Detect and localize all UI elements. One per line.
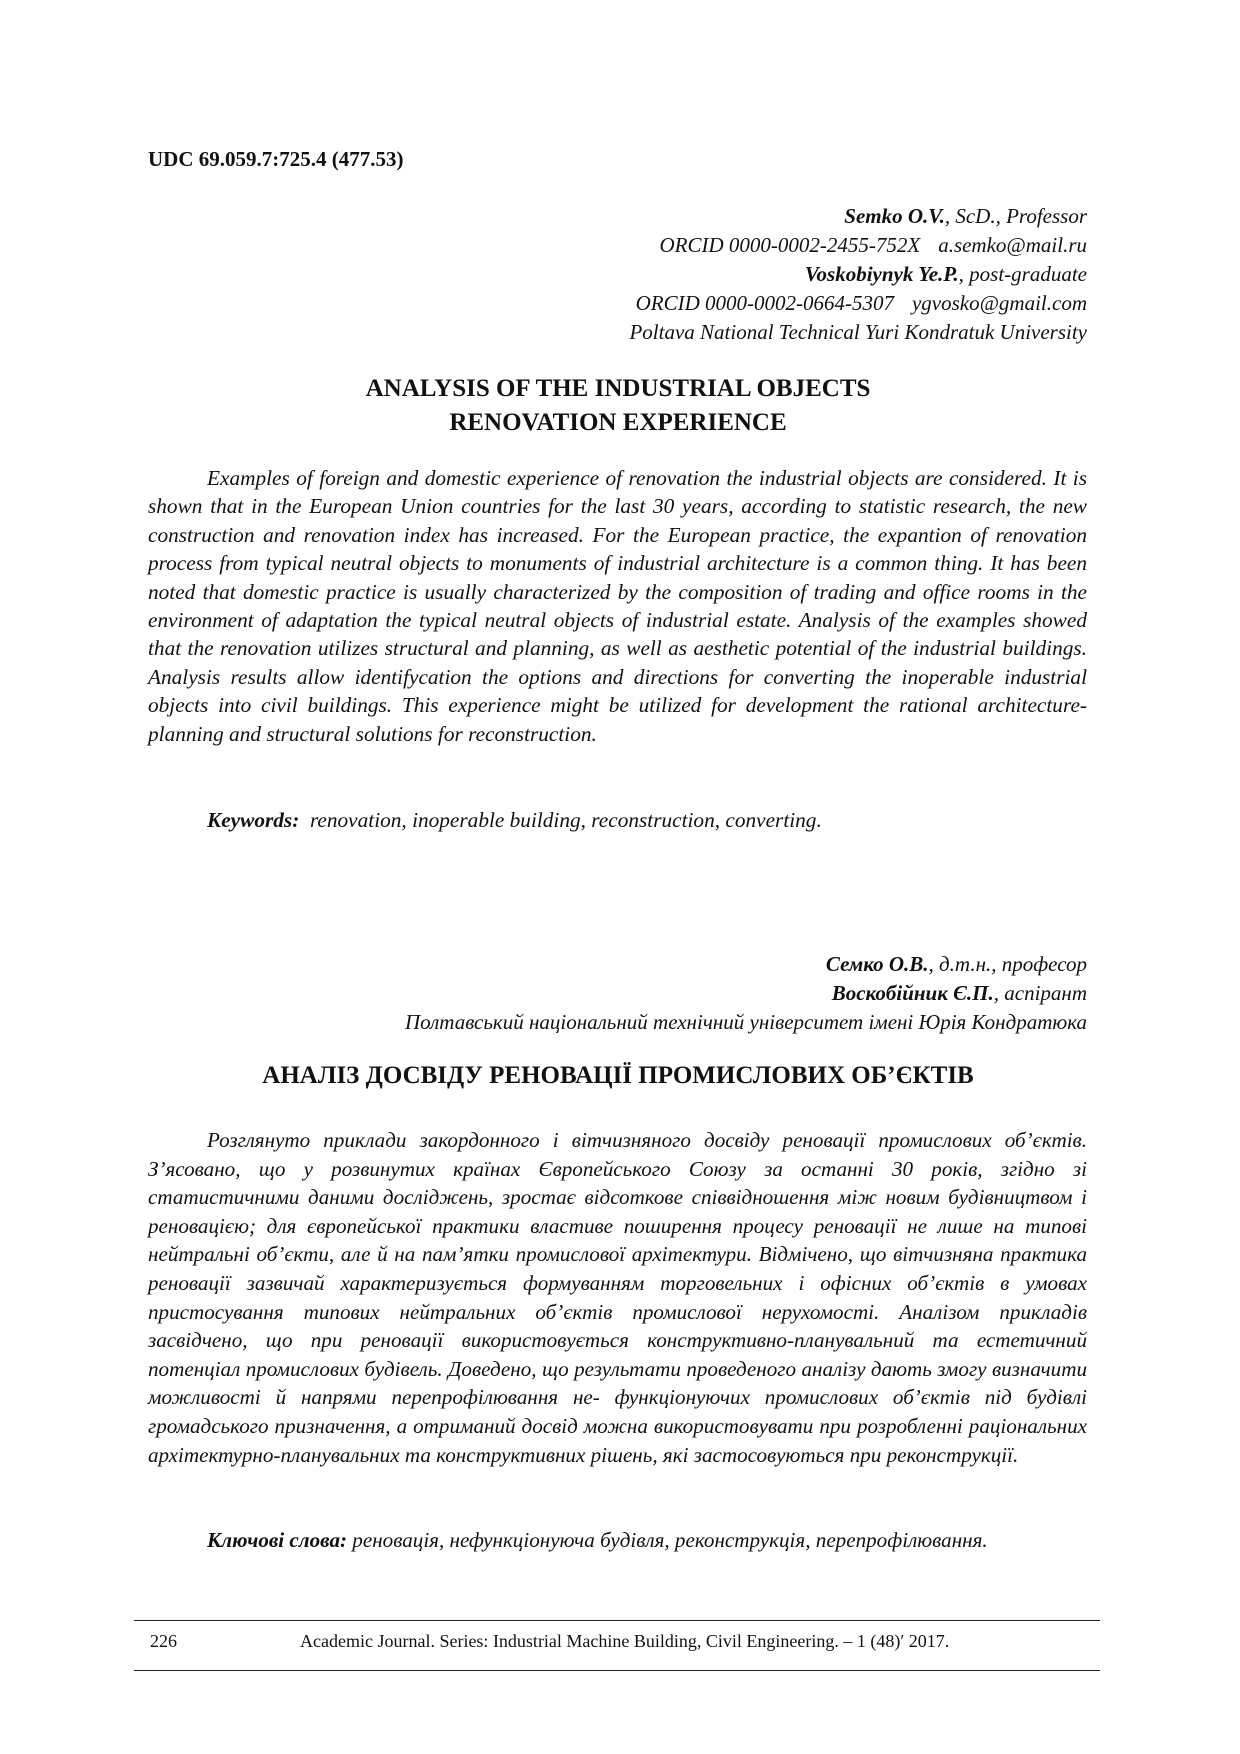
author-name: Семко О.В.: [825, 952, 929, 976]
abstract-en: Examples of foreign and domestic experience of renovation the industrial objects are considered. It is shown that in the European Union countries for the last 30 years, according to statistic research, the new construction and renovation index has increased. For the European practice, the expantion of renovation process from typical neutral objects to monuments of industrial architecture is a common thing. It has been noted that domestic practice is usually characterized by the composition of trading and office rooms in the environment of adaptation the typical neutral objects of industrial estate. Analysis of the examples showed that the renovation utilizes structural and planning, as well as aesthetic potential of the industrial buildings. Analysis results allow identifycation the options and directions for converting the inoperable industrial objects into civil buildings. This experience might be utilized for development the rational architecture-planning and structural solutions for reconstruction.: [148, 466, 1087, 746]
email: a.semko@mail.ru: [938, 233, 1087, 257]
authors-block-ua: [405, 950, 1087, 1037]
author-title: , аспірант: [993, 981, 1087, 1005]
keywords-label: Ключові слова:: [207, 1528, 348, 1552]
email: ygvosko@gmail.com: [911, 291, 1087, 315]
author-name: Semko O.V.: [844, 204, 945, 228]
article-title-ua: АНАЛІЗ ДОСВІДУ РЕНОВАЦІЇ ПРОМИСЛОВИХ ОБ’ЄКТІВ: [262, 1062, 974, 1089]
author-line-2: [629, 260, 1087, 289]
author-line-1: [629, 202, 1087, 231]
article-title-en: [148, 372, 1088, 440]
page-number: 226: [150, 1631, 177, 1651]
udc-code: UDC 69.059.7:725.4 (477.53): [148, 147, 404, 171]
author-title: , д.т.н., професор: [928, 952, 1087, 976]
footer-divider-top: [134, 1620, 1100, 1621]
author-line-2-ua: [405, 979, 1087, 1008]
author-orcid-line-1: [629, 231, 1087, 260]
title-line-2: RENOVATION EXPERIENCE: [449, 409, 787, 436]
author-name: Voskobiynyk Ye.P.: [804, 262, 959, 286]
author-line-1-ua: [405, 950, 1087, 979]
keywords-en: [148, 806, 1087, 834]
footer-divider-bottom: [134, 1670, 1100, 1671]
author-orcid-line-2: [629, 289, 1087, 318]
journal-footer: Academic Journal. Series: Industrial Machine Building, Civil Engineering. – 1 (48)′ 2017.: [300, 1631, 950, 1651]
keywords-ua: [148, 1526, 1087, 1555]
orcid: ORCID 0000-0002-2455-752X: [659, 233, 921, 257]
orcid: ORCID 0000-0002-0664-5307: [635, 291, 894, 315]
keywords-text: реновація, нефункціонуюча будівля, реконструкція, перепрофілювання.: [352, 1528, 988, 1552]
author-title: , post-graduate: [958, 262, 1087, 286]
author-name: Воскобійник Є.П.: [831, 981, 994, 1005]
author-title: , ScD., Professor: [944, 204, 1087, 228]
abstract-ua: Розглянуто приклади закордонного і вітчизняного досвіду реновації промислових об’єктів. З’ясовано, що у розвинутих країнах Європейського Союзу за останні 30 років, згідно зі статистичними даними досліджень, зростає відсоткове співвідношення між новим будівництвом і реновацією; для європейської практики властиве поширення процесу реновації не лише на типові нейтральні об’єкти, але й на пам’ятки промислової архітектури. Відмічено, що вітчизняна практика реновації зазвичай характеризується формуванням торговельних і офісних об’єктів в умовах пристосування типових нейтральних об’єктів промислової нерухомості. Аналізом прикладів засвідчено, що при реновації використовується конструктивно-планувальний та естетичний потенціал промислових будівель. Доведено, що результати проведеного аналізу дають змогу визначити можливості й напрями перепрофілювання не- функціонуючих промислових об’єктів під будівлі громадського призначення, а отриманий досвід можна використовувати при розробленні раціональних архітектурно-планувальних та конструктивних рішень, які застосовуються при реконструкції.: [148, 1128, 1087, 1467]
affiliation-en: Poltava National Technical Yuri Kondratuk University: [629, 320, 1087, 344]
affiliation-ua: Полтавський національний технічний університет імені Юрія Кондратюка: [404, 1010, 1087, 1034]
keywords-label: Keywords:: [207, 808, 300, 832]
authors-block-en: [629, 202, 1087, 347]
keywords-text: renovation, inoperable building, reconstruction, converting.: [309, 808, 822, 832]
title-line-1: ANALYSIS OF THE INDUSTRIAL OBJECTS: [365, 375, 871, 402]
